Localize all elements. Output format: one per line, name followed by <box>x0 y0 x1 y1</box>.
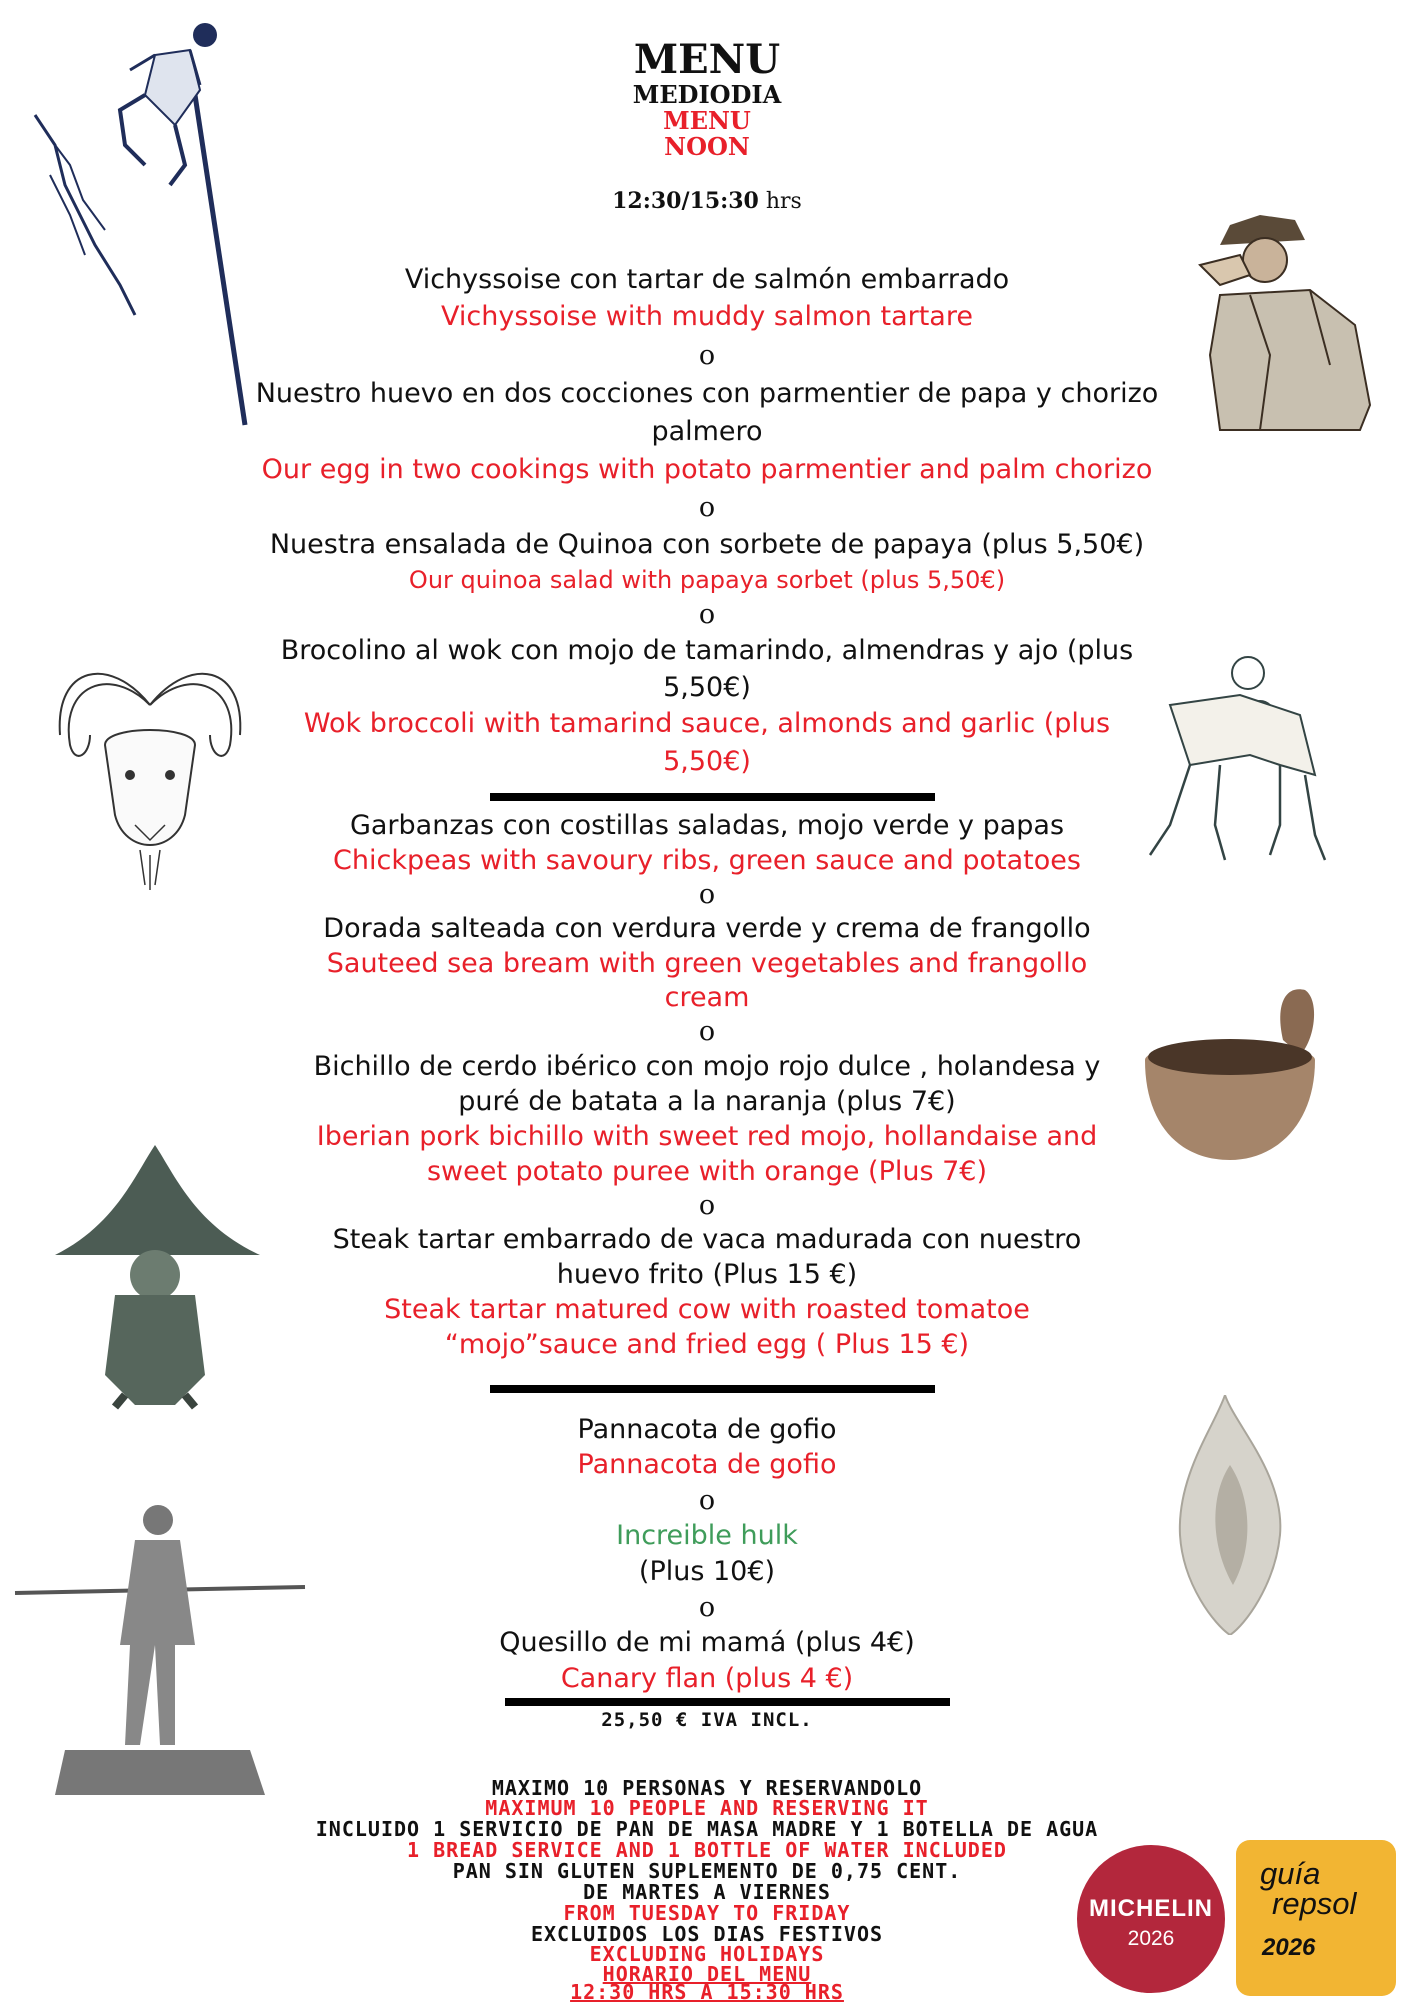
dessert-2-name: Increible hulk <box>616 1520 798 1551</box>
separator-or: o <box>698 1016 716 1047</box>
climber-with-pole-illustration <box>25 15 265 440</box>
starter-2-es-line2: palmero <box>651 416 763 447</box>
separator-or: o <box>698 340 716 371</box>
footer-holidays-es: EXCLUIDOS LOS DIAS FESTIVOS <box>530 1922 884 1946</box>
michelin-badge <box>1077 1845 1225 1993</box>
starter-4-es-line1: Brocolino al wok con mojo de tamarindo, almendras y ajo (plus <box>280 635 1134 666</box>
footer-max-people-es: MAXIMO 10 PERSONAS Y RESERVANDOLO <box>491 1776 923 1800</box>
wrestlers-illustration <box>1130 655 1340 870</box>
starter-1-es: Vichyssoise con tartar de salmón embarrado <box>404 264 1010 295</box>
dessert-1-es: Pannacota de gofio <box>577 1414 837 1445</box>
separator-or: o <box>698 1485 716 1516</box>
separator-or: o <box>698 879 716 910</box>
starter-3-es: Nuestra ensalada de Quinoa con sorbete de papaya (plus 5,50€) <box>269 529 1145 560</box>
starter-4-en-line2: 5,50€) <box>663 746 751 777</box>
main-4-es-line1: Steak tartar embarrado de vaca madurada con nuestro <box>332 1224 1082 1255</box>
menu-subtitle-en: NOON <box>664 132 750 161</box>
separator-or: o <box>698 1190 716 1221</box>
main-3-en-line2: sweet potato puree with orange (Plus 7€) <box>426 1156 988 1187</box>
menu-price: 25,50 € IVA INCL. <box>601 1709 813 1731</box>
main-1-en: Chickpeas with savoury ribs, green sauce and potatoes <box>333 845 1081 876</box>
separator-or: o <box>698 1592 716 1623</box>
footer-days-es: DE MARTES A VIERNES <box>583 1880 831 1904</box>
menu-subtitle: MEDIODIA <box>632 80 782 109</box>
footer-days-en: FROM TUESDAY TO FRIDAY <box>563 1901 851 1925</box>
starter-4-en-line1: Wok broccoli with tamarind sauce, almonds and garlic (plus <box>303 708 1111 739</box>
footer-schedule-hours: 12:30 HRS A 15:30 HRS <box>570 1980 844 2004</box>
starter-2-es-line1: Nuestro huevo en dos cocciones con parmentier de papa y chorizo <box>255 378 1159 409</box>
separator-or: o <box>698 599 716 630</box>
starter-1-en: Vichyssoise with muddy salmon tartare <box>441 301 973 332</box>
menu-hours-unit: hrs <box>765 189 802 214</box>
repsol-year: 2026 <box>1262 1934 1316 1961</box>
clay-idol-image <box>1175 1395 1285 1635</box>
main-3-es-line1: Bichillo de cerdo ibérico con mojo rojo dulce , holandesa y <box>313 1051 1101 1082</box>
clay-pot-image <box>1135 985 1320 1165</box>
dessert-1-en: Pannacota de gofio <box>577 1449 837 1480</box>
main-4-es-line2: huevo frito (Plus 15 €) <box>556 1259 858 1290</box>
michelin-year: 2026 <box>1127 1927 1175 1950</box>
footer-bread-en: 1 BREAD SERVICE AND 1 BOTTLE OF WATER INCLUDED <box>407 1838 1007 1862</box>
main-3-en-line1: Iberian pork bichillo with sweet red mojo, hollandaise and <box>316 1121 1098 1152</box>
dessert-3-en: Canary flan (plus 4 €) <box>560 1663 854 1694</box>
section-divider <box>505 1698 950 1706</box>
michelin-label: MICHELIN <box>1089 1895 1213 1922</box>
separator-or: o <box>698 492 716 523</box>
gnome-statue-image <box>55 1145 265 1410</box>
starter-4-es-line2: 5,50€) <box>663 672 751 703</box>
main-2-en-line2: cream <box>664 982 750 1013</box>
main-4-en-line1: Steak tartar matured cow with roasted tomatoe <box>384 1294 1030 1325</box>
dessert-2-price: (Plus 10€) <box>638 1556 776 1587</box>
footer-gluten-free: PAN SIN GLUTEN SUPLEMENTO DE 0,75 CENT. <box>452 1859 962 1883</box>
footer-holidays-en: EXCLUDING HOLIDAYS <box>589 1942 825 1966</box>
menu-hours-time: 12:30/15:30 <box>612 188 759 214</box>
footer-max-people-en: MAXIMUM 10 PEOPLE AND RESERVING IT <box>485 1796 929 1820</box>
goat-head-illustration <box>50 625 250 895</box>
starter-3-en: Our quinoa salad with papaya sorbet (plus 5,50€) <box>408 566 1006 594</box>
repsol-guide-badge <box>1236 1840 1396 1996</box>
shepherd-whistling-illustration <box>1180 205 1380 435</box>
menu-title-en: MENU <box>663 106 751 135</box>
main-2-en-line1: Sauteed sea bream with green vegetables and frangollo <box>326 948 1088 979</box>
footer-bread-es: INCLUIDO 1 SERVICIO DE PAN DE MASA MADRE Y 1 BOTELLA DE AGUA <box>315 1817 1099 1841</box>
warrior-statue-image <box>10 1495 310 1800</box>
footer-schedule-label: HORARIO DEL MENU <box>602 1962 812 1986</box>
repsol-label-line1: guía <box>1260 1856 1321 1891</box>
main-2-es: Dorada salteada con verdura verde y crema de frangollo <box>323 913 1091 944</box>
main-4-en-line2: “mojo”sauce and fried egg ( Plus 15 €) <box>444 1329 970 1360</box>
main-3-es-line2: puré de batata a la naranja (plus 7€) <box>458 1086 956 1117</box>
starter-2-en: Our egg in two cookings with potato parmentier and palm chorizo <box>261 454 1153 485</box>
section-divider <box>490 1385 935 1393</box>
main-1-es: Garbanzas con costillas saladas, mojo verde y papas <box>349 810 1065 841</box>
repsol-label-line2: repsol <box>1272 1886 1357 1921</box>
section-divider <box>490 793 935 801</box>
dessert-3-es: Quesillo de mi mamá (plus 4€) <box>499 1627 915 1658</box>
menu-title: MENU <box>633 36 781 83</box>
